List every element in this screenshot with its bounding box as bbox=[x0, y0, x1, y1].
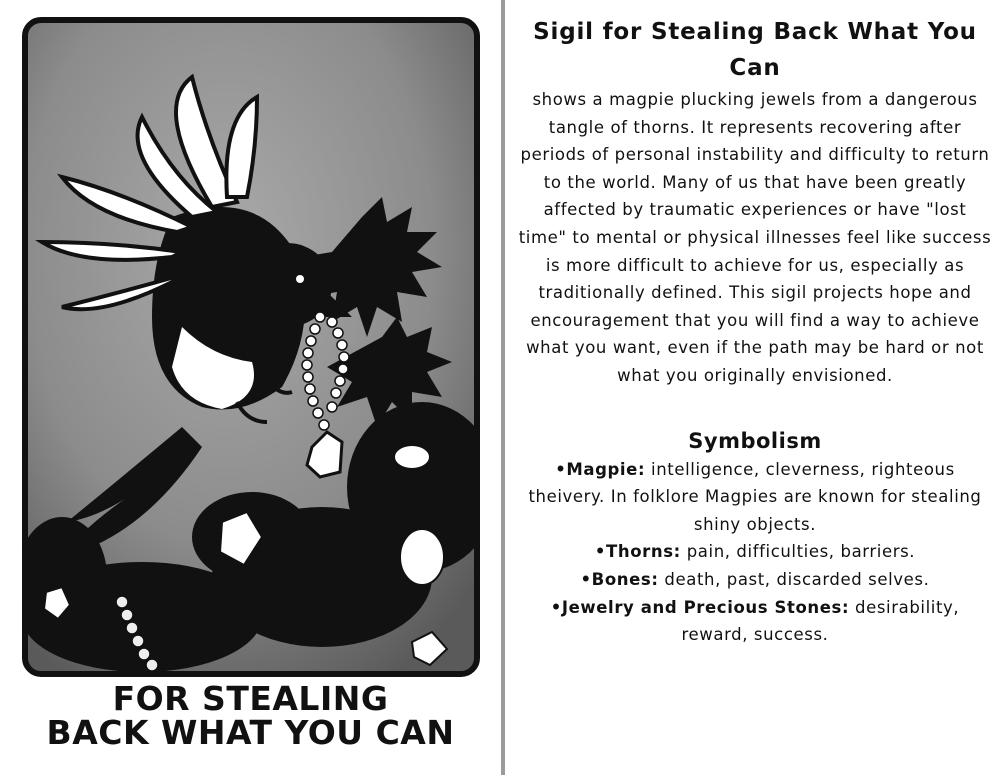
caption-line-1: FOR STEALING bbox=[112, 679, 389, 718]
symbol-item-thorns bbox=[517, 538, 993, 566]
magpie-illustration-icon bbox=[22, 17, 480, 677]
sigil-card bbox=[0, 0, 501, 775]
symbol-meaning: intelligence, cleverness, righteous theivery. In folklore Magpies are known for stealing shiny objects. bbox=[528, 459, 982, 534]
symbol-term: •Thorns: bbox=[594, 542, 681, 562]
symbol-term: •Jewelry and Precious Stones: bbox=[550, 597, 850, 617]
symbol-term: •Bones: bbox=[580, 569, 659, 589]
symbol-item-jewelry bbox=[517, 594, 993, 649]
symbolism-heading: Symbolism bbox=[688, 428, 822, 453]
symbol-meaning: death, past, discarded selves. bbox=[664, 569, 930, 589]
symbol-meaning: desirability, reward, success. bbox=[681, 597, 960, 645]
caption-line-2: BACK WHAT YOU CAN bbox=[46, 713, 455, 752]
symbol-item-bones bbox=[517, 566, 993, 594]
card-caption bbox=[0, 679, 501, 752]
sigil-description-panel bbox=[505, 0, 1005, 775]
symbolism-list bbox=[517, 456, 993, 649]
symbol-meaning: pain, difficulties, barriers. bbox=[686, 542, 916, 562]
card-illustration bbox=[22, 17, 480, 677]
sigil-description: shows a magpie plucking jewels from a dangerous tangle of thorns. It represents recovering after periods of personal instability and difficulty to return to the world. Many of us that have been greatly affected by traumatic experiences or have "lost time" to mental or physical illnesses feel like success is more difficult to achieve for us, especially as traditionally defined. This sigil projects hope and encouragement that you will find a way to achieve what you want, even if the path may be hard or not what you originally envisioned. bbox=[518, 90, 992, 385]
symbol-item-magpie bbox=[517, 456, 993, 539]
sigil-title: Sigil for Stealing Back What You Can bbox=[533, 19, 977, 81]
symbol-term: •Magpie: bbox=[555, 459, 646, 479]
